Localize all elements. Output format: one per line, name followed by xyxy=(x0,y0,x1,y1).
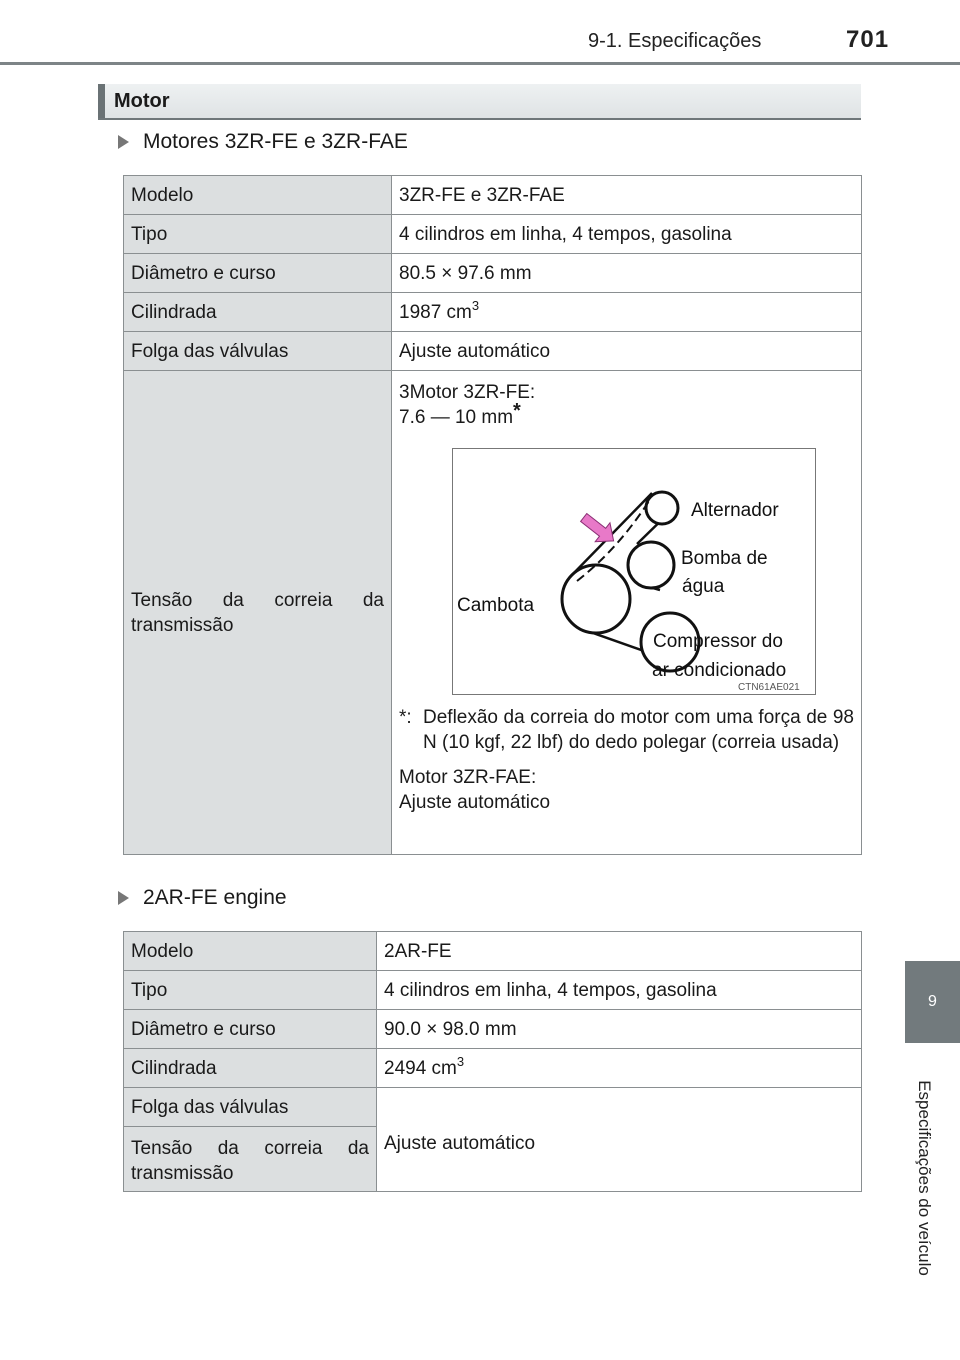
spec-table-3zr xyxy=(123,175,862,855)
chapter-tab[interactable] xyxy=(905,961,960,1043)
row-key: Tensão da correia da transmissão xyxy=(124,1127,377,1192)
footnote-marker: *: xyxy=(399,707,412,728)
row-value: 1987 $cm^3$ xyxy=(392,293,862,332)
label-crank: Cambota xyxy=(457,595,535,616)
row-value: 2AR-FE xyxy=(377,932,862,971)
fae-value: Ajuste automático xyxy=(399,792,551,813)
row-key: Tensão da correia da transmissão xyxy=(124,371,392,855)
table-row xyxy=(124,971,862,1010)
header-divider xyxy=(0,62,960,65)
spec-table-2ar xyxy=(123,931,862,1192)
table-row xyxy=(124,293,862,332)
water-pump-pulley xyxy=(628,542,674,588)
table-row xyxy=(124,1088,862,1127)
belt-diagram-drawing xyxy=(453,449,815,694)
section-breadcrumb: 9-1. Especificações xyxy=(588,30,762,52)
chapter-side-label: Especificações do veículo xyxy=(915,1080,935,1276)
label-ac-1: Compressor do xyxy=(653,631,783,652)
row-key: Tipo xyxy=(124,215,392,254)
label-water-pump-1: Bomba de xyxy=(681,548,768,569)
belt-diagram xyxy=(452,448,816,695)
page-number: 701 xyxy=(846,26,890,53)
force-arrow-icon xyxy=(576,508,621,550)
table-row xyxy=(124,1049,862,1088)
row-key: Diâmetro e curso xyxy=(124,254,392,293)
row-value xyxy=(392,371,862,855)
chapter-tab-number: 9 xyxy=(928,993,937,1010)
row-key: Diâmetro e curso xyxy=(124,1010,377,1049)
table-row-tension xyxy=(124,371,862,855)
diagram-code: CTN61AE021 xyxy=(738,682,800,693)
superscript: 3 xyxy=(456,1054,465,1069)
table-row xyxy=(124,932,862,971)
asterisk: * xyxy=(513,400,521,422)
triangle-bullet-icon xyxy=(118,135,129,149)
row-key: Modelo xyxy=(124,932,377,971)
fae-title: Motor 3ZR-FAE: xyxy=(399,767,537,788)
row-value: 3ZR-FE e 3ZR-FAE xyxy=(392,176,862,215)
table-row xyxy=(124,254,862,293)
alternator-pulley xyxy=(646,492,678,524)
row-value: Ajuste automático xyxy=(392,332,862,371)
row-value: 2494 $cm^3$ xyxy=(377,1049,862,1088)
row-key: Cilindrada xyxy=(124,293,392,332)
fe-value: 7.6 — 10 mm* xyxy=(399,400,521,428)
table-row xyxy=(124,332,862,371)
row-value: 80.5 × 97.6 mm xyxy=(392,254,862,293)
triangle-bullet-icon xyxy=(118,891,129,905)
superscript: 3 xyxy=(471,298,480,313)
row-key: Modelo xyxy=(124,176,392,215)
row-value: 4 cilindros em linha, 4 tempos, gasolina xyxy=(377,971,862,1010)
row-key: Cilindrada xyxy=(124,1049,377,1088)
label-alternator: Alternador xyxy=(691,500,779,521)
row-value: 90.0 × 98.0 mm xyxy=(377,1010,862,1049)
subsection-heading-3zr: Motores 3ZR-FE e 3ZR-FAE xyxy=(118,130,408,154)
footnote xyxy=(399,705,854,755)
footnote-text: Deflexão da correia do motor com uma força de 98 N (10 kgf, 22 lbf) do dedo polegar (correia usada) xyxy=(423,707,854,753)
row-key: Tipo xyxy=(124,971,377,1010)
row-key: Folga das válvulas xyxy=(124,332,392,371)
row-value-merged: Ajuste automático xyxy=(377,1088,862,1192)
row-key: Folga das válvulas xyxy=(124,1088,377,1127)
table-row xyxy=(124,1010,862,1049)
crank-pulley xyxy=(562,565,630,633)
label-ac-2: ar condicionado xyxy=(652,660,787,681)
subsection-heading-2ar: 2AR-FE engine xyxy=(118,886,287,910)
section-title: Motor xyxy=(114,90,170,112)
label-water-pump-2: água xyxy=(682,576,725,597)
table-row xyxy=(124,176,862,215)
section-header-bar xyxy=(98,84,861,120)
row-value: 4 cilindros em linha, 4 tempos, gasolina xyxy=(392,215,862,254)
table-row xyxy=(124,215,862,254)
fe-title: 3Motor 3ZR-FE: xyxy=(399,382,536,403)
